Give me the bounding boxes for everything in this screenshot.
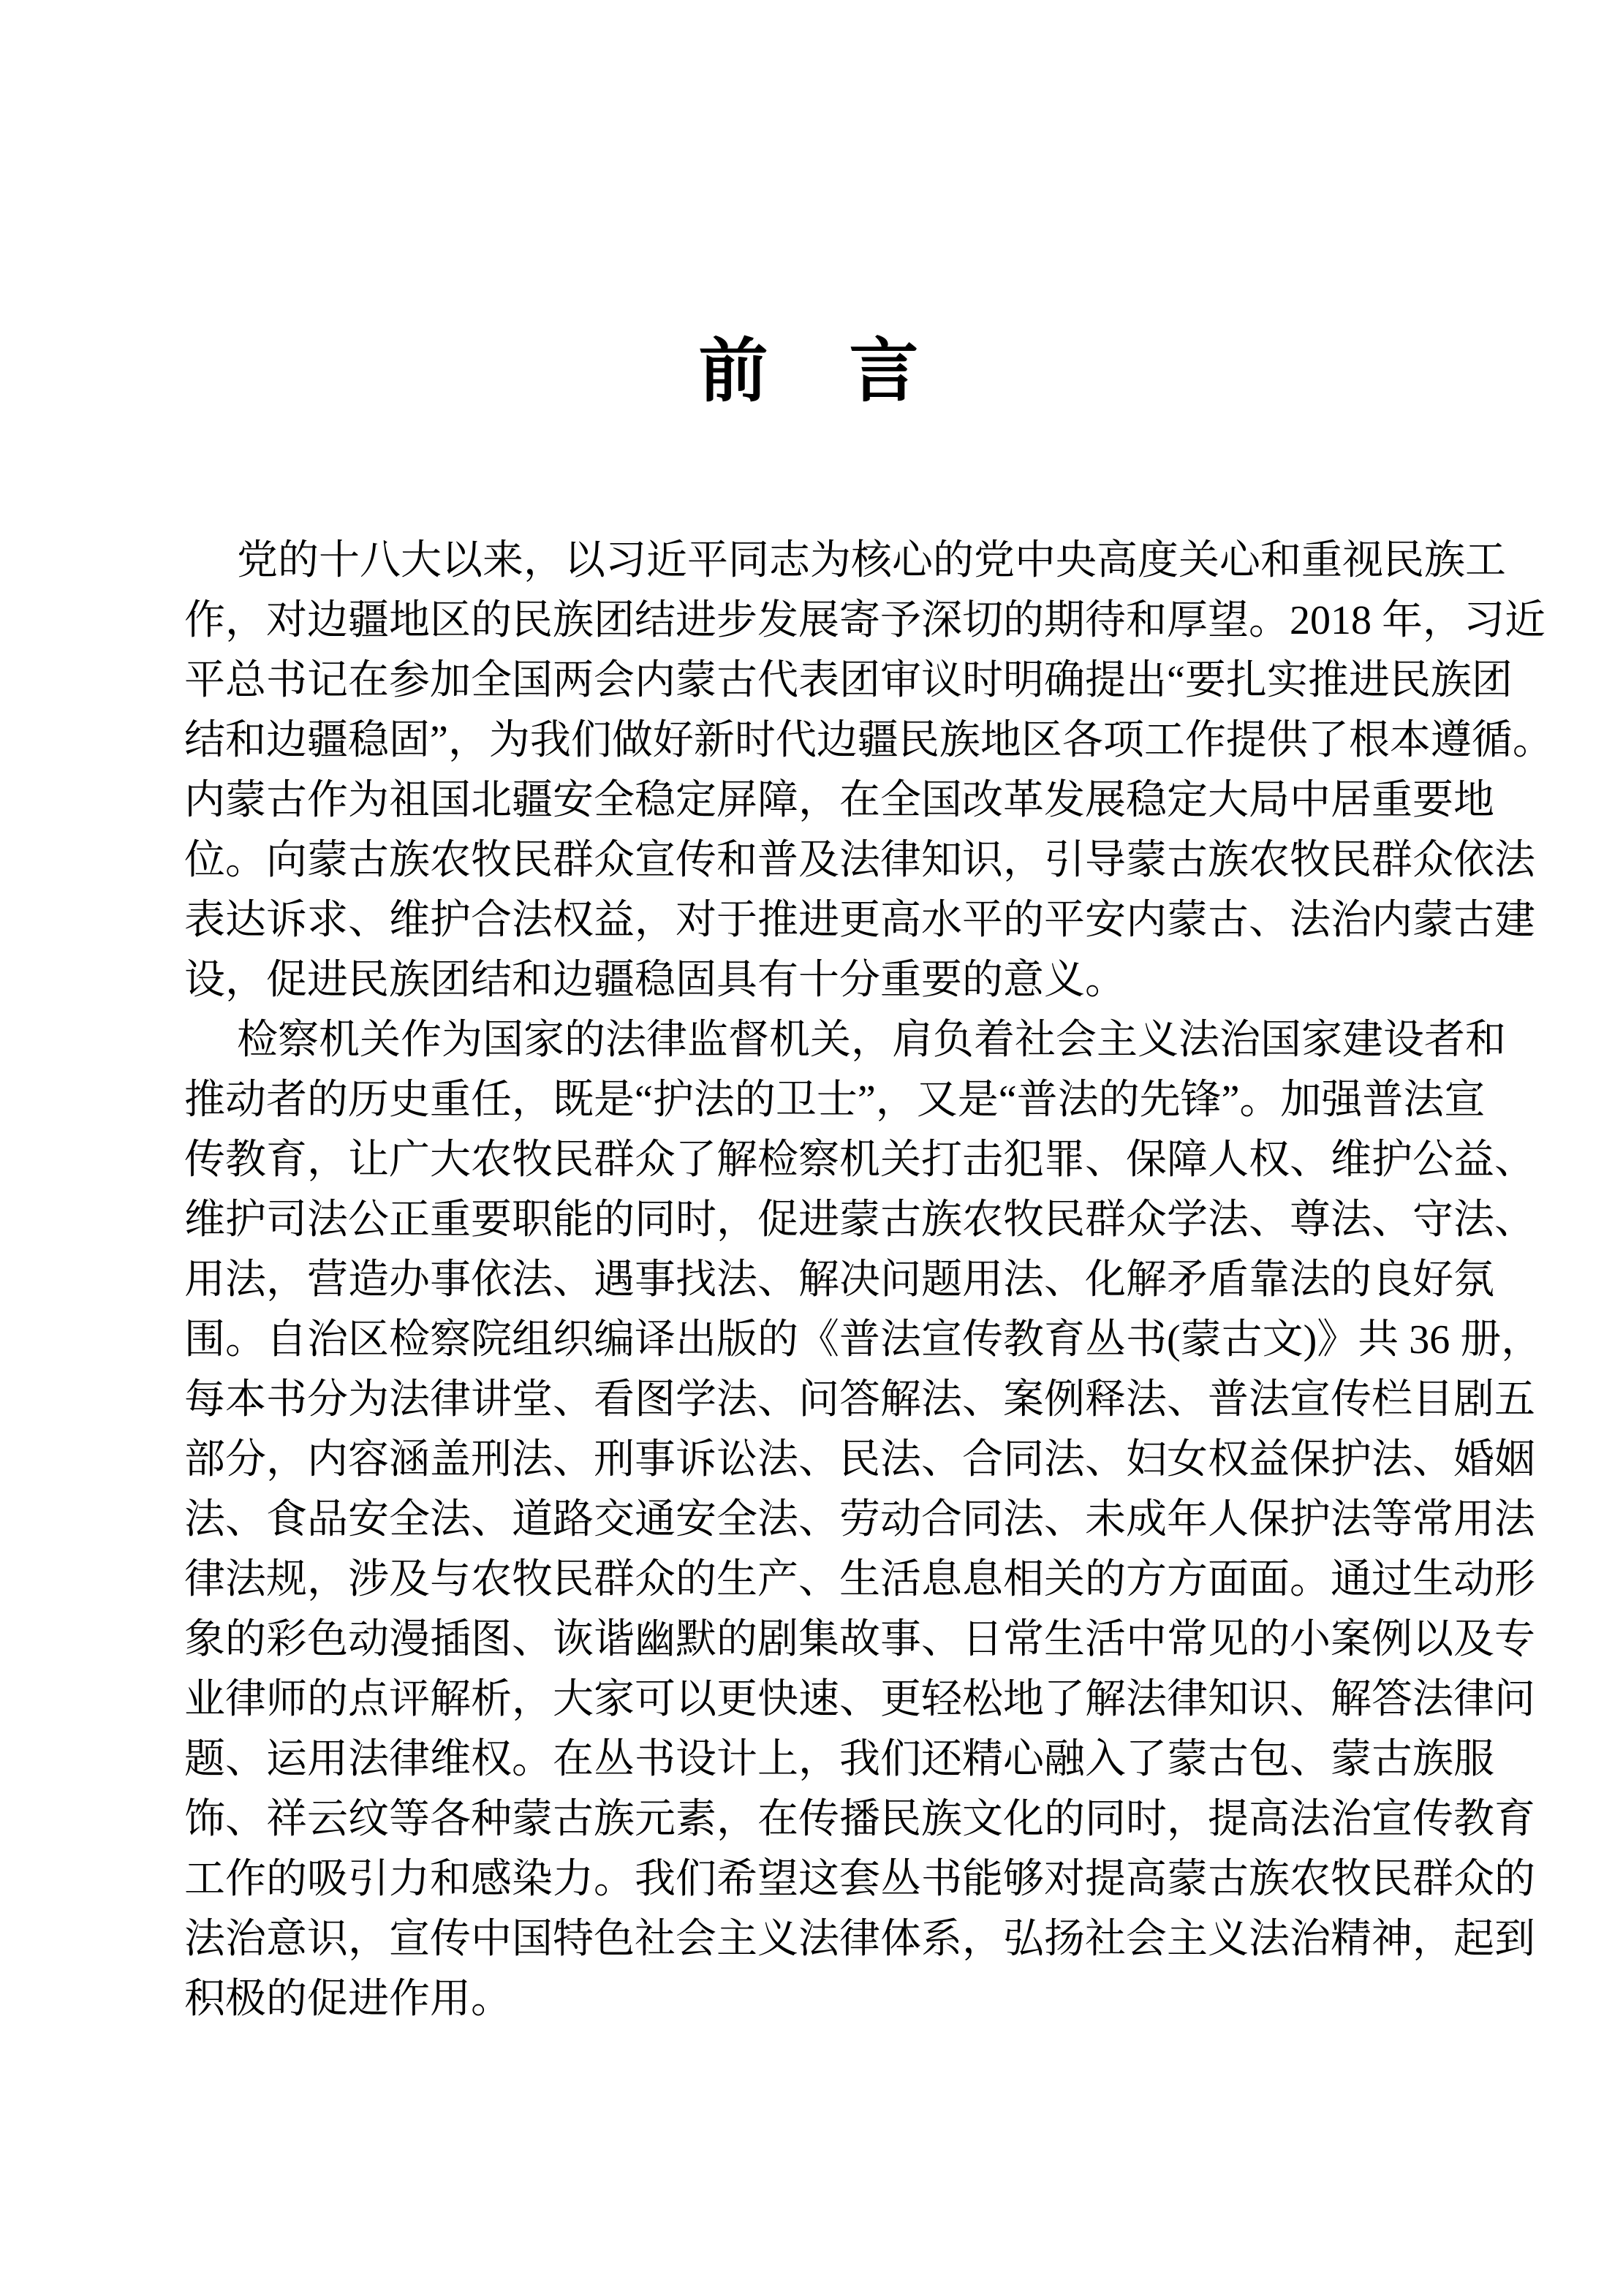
document-body [184, 531, 1554, 2029]
body-line: 象的彩色动漫插图、诙谐幽默的剧集故事、日常生活中常见的小案例以及专 [184, 1617, 1535, 1662]
body-line: 用法，营造办事依法、遇事找法、解决问题用法、化解矛盾靠法的良好氛 [184, 1257, 1494, 1303]
body-line: 作，对边疆地区的民族团结进步发展寄予深切的期待和厚望。2018 年，习近 [184, 598, 1546, 643]
body-line: 内蒙古作为祖国北疆安全稳定屏障，在全国改革发展稳定大局中居重要地 [184, 778, 1494, 823]
body-line: 平总书记在参加全国两会内蒙古代表团审议时明确提出“要扎实推进民族团 [184, 658, 1513, 703]
body-line: 积极的促进作用。 [184, 1977, 512, 2022]
paragraph [184, 531, 1554, 1010]
body-line: 推动者的历史重任，既是“护法的卫士”，又是“普法的先锋”。加强普法宣 [184, 1077, 1486, 1123]
body-line: 律法规，涉及与农牧民群众的生产、生活息息相关的方方面面。通过生动形 [184, 1557, 1535, 1602]
body-line: 位。向蒙古族农牧民群众宣传和普及法律知识，引导蒙古族农牧民群众依法 [184, 838, 1535, 883]
body-line: 检察机关作为国家的法律监督机关，肩负着社会主义法治国家建设者和 [237, 1018, 1506, 1063]
page-title: 前 言 [698, 333, 925, 410]
body-line: 传教育，让广大农牧民群众了解检察机关打击犯罪、保障人权、维护公益、 [184, 1137, 1535, 1183]
body-line: 设，促进民族团结和边疆稳固具有十分重要的意义。 [184, 958, 1126, 1003]
paragraph [184, 1010, 1543, 2029]
body-line: 工作的吸引力和感染力。我们希望这套丛书能够对提高蒙古族农牧民群众的 [184, 1857, 1535, 1902]
body-line: 题、运用法律维权。在丛书设计上，我们还精心融入了蒙古包、蒙古族服 [184, 1737, 1494, 1782]
body-line: 维护司法公正重要职能的同时，促进蒙古族农牧民群众学法、尊法、守法、 [184, 1197, 1535, 1243]
body-line: 部分，内容涵盖刑法、刑事诉讼法、民法、合同法、妇女权益保护法、婚姻 [184, 1437, 1535, 1482]
body-line: 党的十八大以来，以习近平同志为核心的党中央高度关心和重视民族工 [237, 538, 1506, 583]
body-line: 围。自治区检察院组织编译出版的《普法宣传教育丛书(蒙古文)》共 36 册， [184, 1317, 1543, 1363]
body-line: 饰、祥云纹等各种蒙古族元素，在传播民族文化的同时，提高法治宣传教育 [184, 1797, 1535, 1842]
body-line: 业律师的点评解析，大家可以更快速、更轻松地了解法律知识、解答法律问 [184, 1677, 1535, 1722]
body-line: 表达诉求、维护合法权益，对于推进更高水平的平安内蒙古、法治内蒙古建 [184, 898, 1535, 943]
body-line: 每本书分为法律讲堂、看图学法、问答解法、案例释法、普法宣传栏目剧五 [184, 1377, 1535, 1422]
body-line: 结和边疆稳固”，为我们做好新时代边疆民族地区各项工作提供了根本遵循。 [184, 718, 1554, 763]
body-line: 法、食品安全法、道路交通安全法、劳动合同法、未成年人保护法等常用法 [184, 1497, 1535, 1542]
body-line: 法治意识，宣传中国特色社会主义法律体系，弘扬社会主义法治精神，起到 [184, 1917, 1535, 1962]
